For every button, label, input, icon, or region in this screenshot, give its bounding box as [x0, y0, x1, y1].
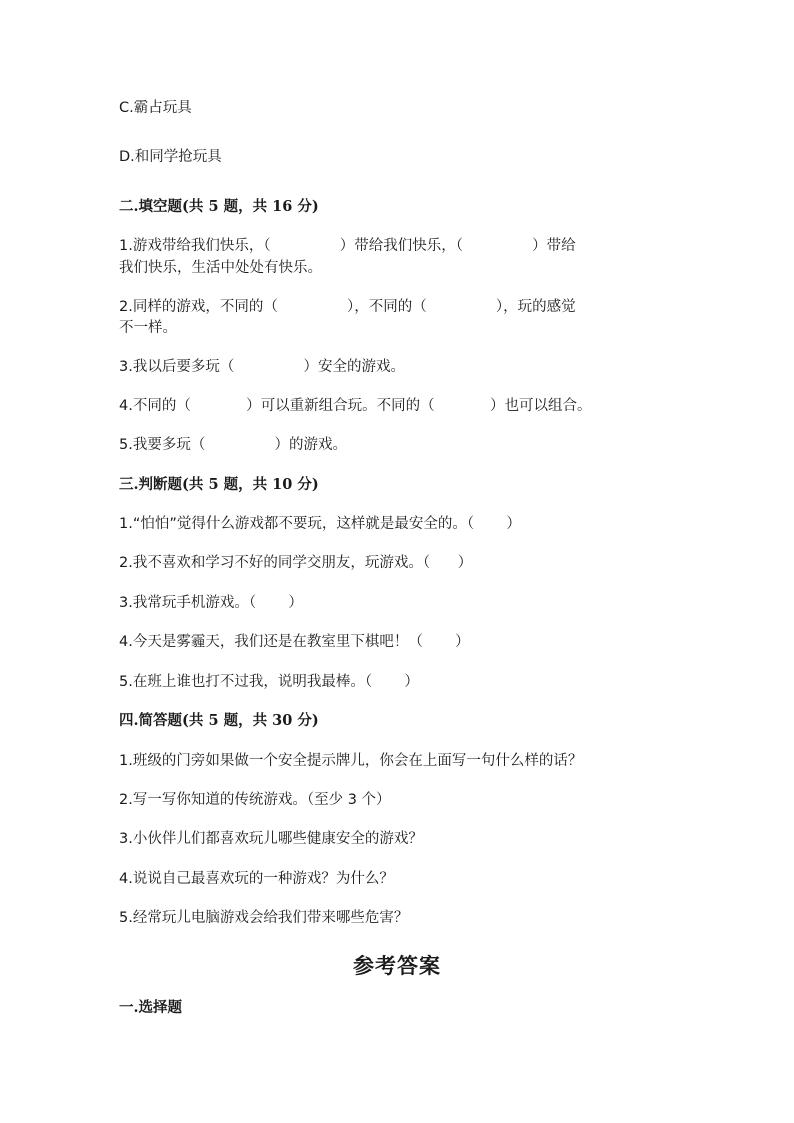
judge-q5: 5.在班上谁也打不过我，说明我最棒。（ ）: [119, 674, 419, 690]
section4-heading: 四.简答题(共 5 题，共 30 分): [119, 712, 319, 729]
judge-q1: 1.“怕怕”觉得什么游戏都不要玩，这样就是最安全的。（ ）: [119, 516, 521, 532]
short-q5: 5.经常玩儿电脑游戏会给我们带来哪些危害？: [119, 910, 409, 926]
fill-q1-line2: 我们快乐，生活中处处有快乐。: [119, 260, 322, 276]
short-q4: 4.说说自己最喜欢玩的一种游戏？为什么？: [119, 871, 394, 887]
option-c: C.霸占玩具: [119, 100, 192, 116]
fill-q4: 4.不同的（ ）可以重新组合玩。不同的（ ）也可以组合。: [119, 398, 592, 414]
answers-title: 参考答案: [353, 953, 441, 978]
answers-section1-heading: 一.选择题: [119, 999, 183, 1016]
option-d: D.和同学抢玩具: [119, 149, 222, 165]
section2-heading: 二.填空题(共 5 题，共 16 分): [119, 198, 319, 215]
fill-q2-line1: 2.同样的游戏，不同的（ ），不同的（ ），玩的感觉: [119, 299, 576, 315]
short-q2: 2.写一写你知道的传统游戏。（至少 3 个）: [119, 792, 391, 808]
fill-q5: 5.我要多玩（ ）的游戏。: [119, 437, 347, 453]
short-q1: 1.班级的门旁如果做一个安全提示牌儿，你会在上面写一句什么样的话？: [119, 753, 583, 769]
fill-q2-line2: 不一样。: [119, 320, 177, 336]
section3-heading: 三.判断题(共 5 题，共 10 分): [119, 476, 319, 493]
judge-q3: 3.我常玩手机游戏。（ ）: [119, 595, 303, 611]
fill-q1-line1: 1.游戏带给我们快乐，（ ）带给我们快乐，（ ）带给: [119, 238, 576, 254]
fill-q3: 3.我以后要多玩（ ）安全的游戏。: [119, 359, 405, 375]
judge-q2: 2.我不喜欢和学习不好的同学交朋友，玩游戏。（ ）: [119, 555, 473, 571]
short-q3: 3.小伙伴儿们都喜欢玩儿哪些健康安全的游戏？: [119, 831, 423, 847]
judge-q4: 4.今天是雾霾天，我们还是在教室里下棋吧！（ ）: [119, 634, 470, 650]
